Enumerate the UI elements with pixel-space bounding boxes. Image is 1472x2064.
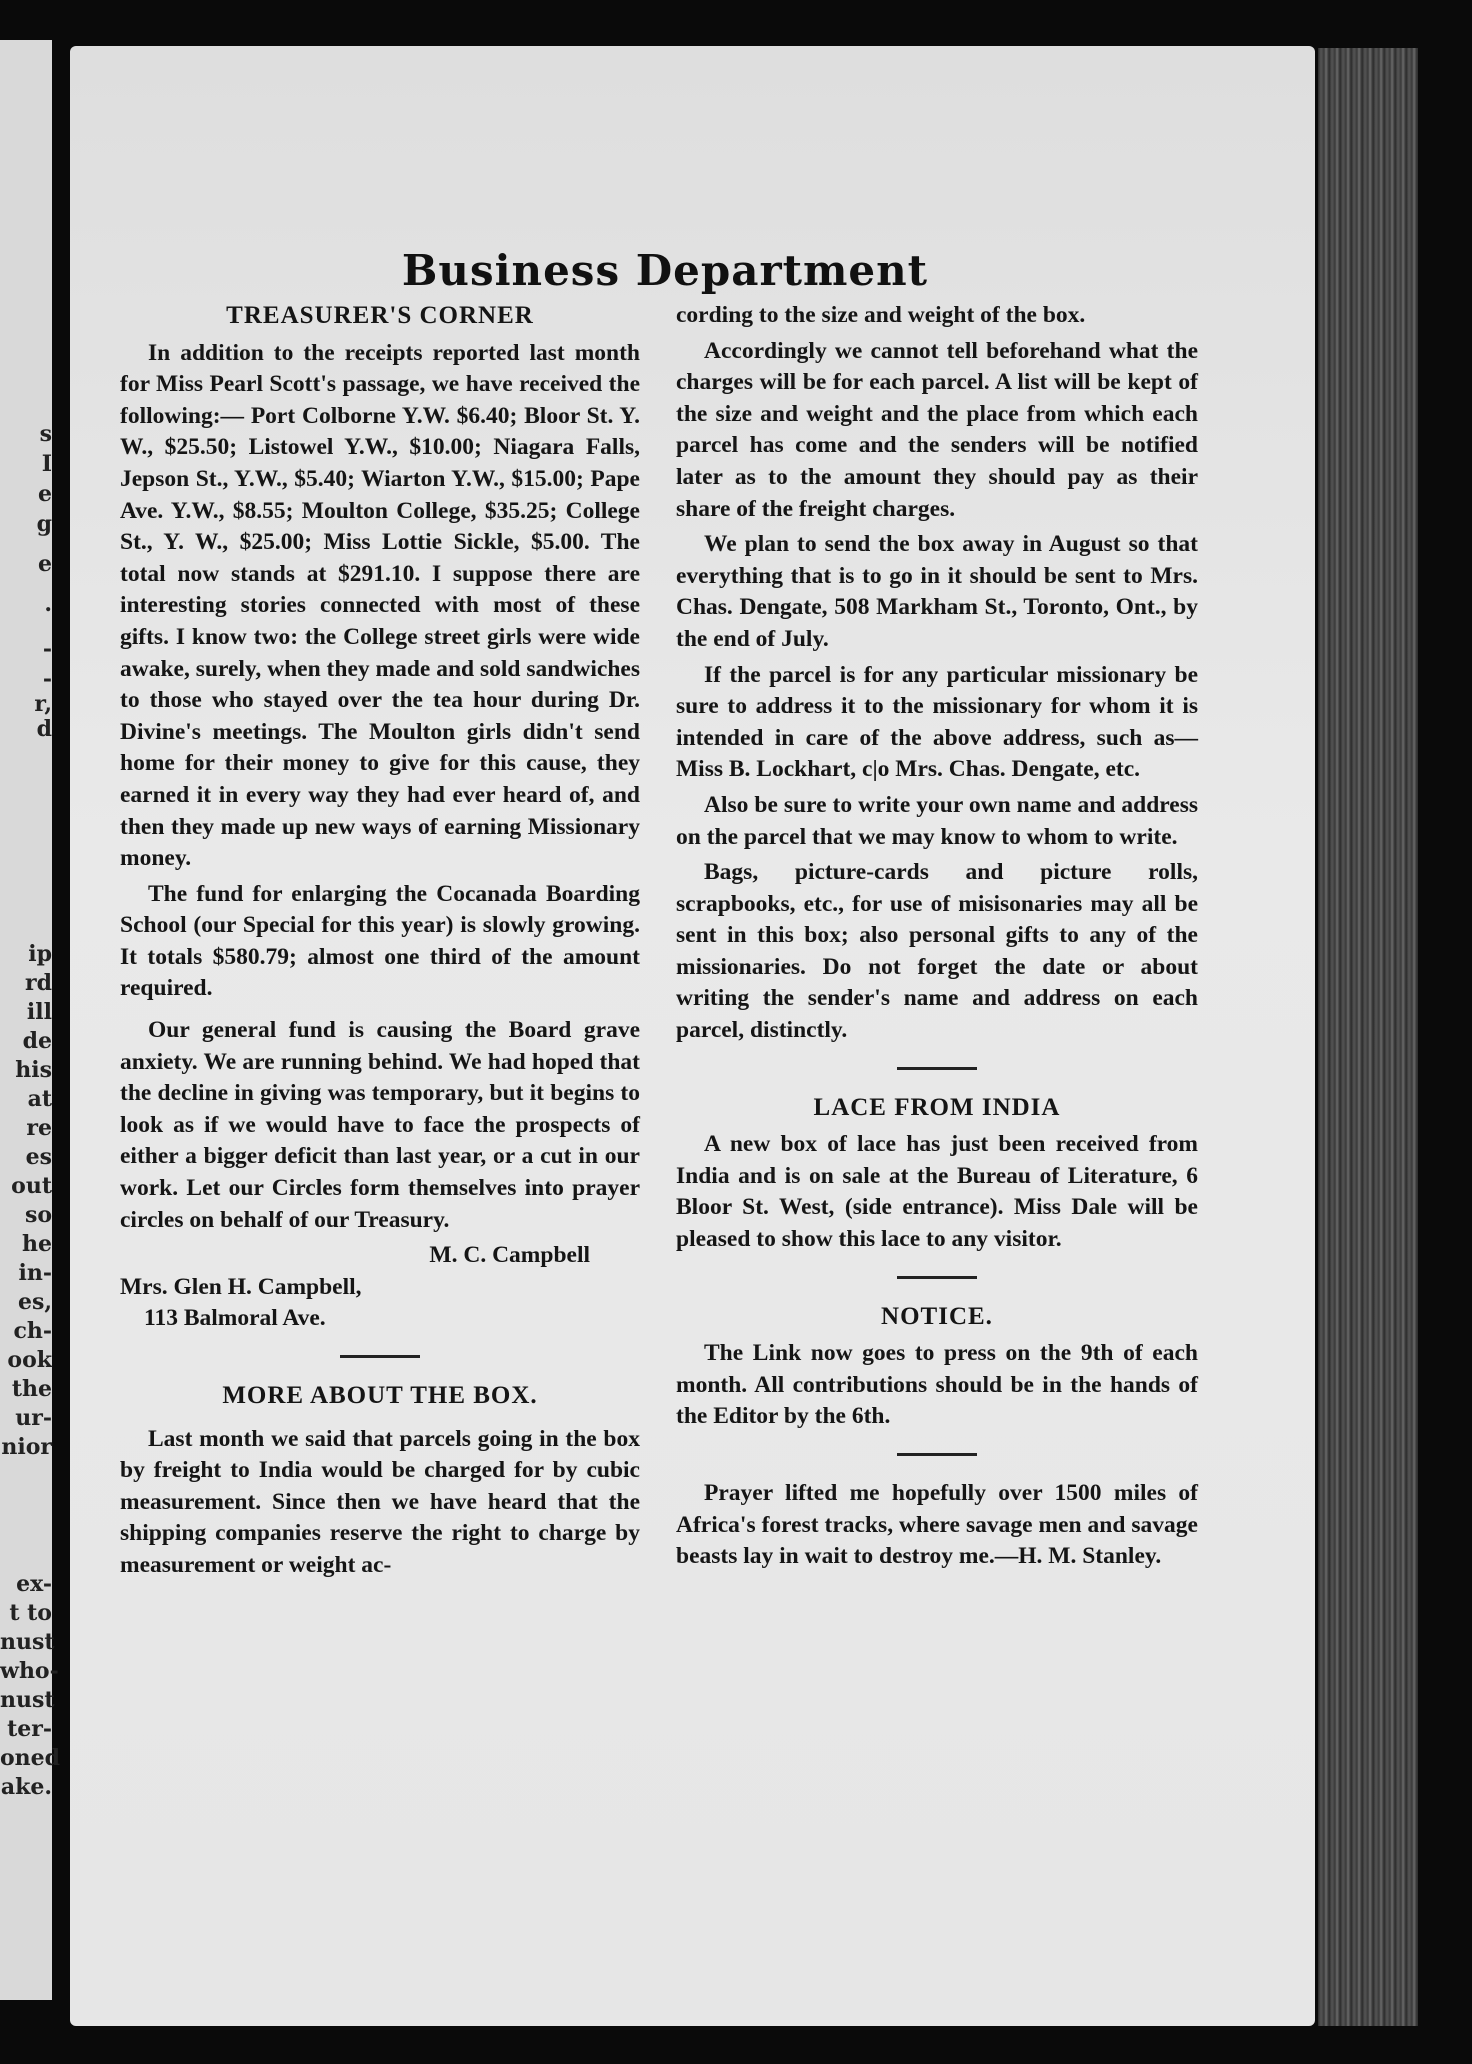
margin-fragment: - <box>42 636 52 662</box>
margin-fragment: at <box>27 1086 52 1112</box>
left-column <box>120 300 640 1586</box>
treasurer-paragraph: The fund for enlarging the Cocanada Boarding School (our Special for this year) is slowly growing. It totals $580.79; almost one third of the amount required. <box>120 880 640 1002</box>
page-stack-edge <box>1318 48 1418 2026</box>
margin-fragment: d <box>36 716 52 742</box>
margin-fragment: es <box>25 1144 52 1170</box>
margin-fragment: de <box>22 1028 52 1054</box>
box-paragraph: We plan to send the box away in August so that everything that is to go in it should be sent to Mrs. Chas. Dengate, 508 Markham St., Toronto, Ont., by the end of July. <box>676 531 1198 652</box>
margin-fragment: ch- <box>13 1318 52 1344</box>
margin-fragment: he <box>22 1231 52 1257</box>
margin-fragment: out <box>11 1173 52 1199</box>
margin-fragment: ex- <box>16 1571 52 1597</box>
lace-heading: LACE FROM INDIA <box>813 1093 1061 1121</box>
margin-fragment: e <box>38 481 52 507</box>
margin-fragment: who- <box>0 1658 59 1684</box>
department-title: Business Department <box>401 246 929 295</box>
address-line: 113 Balmoral Ave. <box>144 1305 326 1332</box>
right-column <box>676 300 1198 1577</box>
margin-fragment: in- <box>18 1260 52 1286</box>
notice-heading: NOTICE. <box>881 1302 993 1330</box>
section-divider <box>340 1355 420 1358</box>
margin-fragment: so <box>24 1202 52 1228</box>
margin-fragment: ip <box>28 941 52 967</box>
lace-paragraph: A new box of lace has just been received from India and is on sale at the Bureau of Literature, 6 Bloor St. West, (side entrance). Miss Dale will be pleased to show this lace to any visitor. <box>676 1131 1198 1253</box>
section-divider <box>897 1276 977 1279</box>
margin-fragment: - <box>42 666 52 692</box>
margin-fragment: nust <box>0 1629 55 1655</box>
margin-fragment: r, <box>34 691 52 717</box>
margin-fragment: oned <box>0 1745 61 1771</box>
facing-page-sliver <box>0 40 61 2000</box>
margin-fragment: t to <box>9 1600 52 1626</box>
treasurer-paragraph: In addition to the receipts reported last month for Miss Pearl Scott's passage, we have received the following:— Port Colborne Y.W. $6.40; Bloor St. Y. W., $25.50; Listowel Y.W., $10.00; Niagara Falls, Jepson St., Y.W., $5.40; Wiarton Y.W., $15.00; Pape Ave. Y.W., $8.55; Moulton College, $35.25; College St., Y. W., $25.00; Miss Lottie Sickle, $5.00. The total now stands at $291.10. I suppose there are interesting stories connected with most of these gifts. I know two: the College street girls were wide awake, surely, when they made and sold sandwiches to those who stayed over the tea hour during Dr. Divine's meetings. The Moulton girls didn't send home for their money to give for this cause, they earned it in every way they had ever heard of, and then they made up new ways of earning Missionary money. <box>120 339 640 872</box>
treasurers-corner-heading: TREASURER'S CORNER <box>226 302 534 329</box>
section-divider <box>897 1067 977 1070</box>
stanley-quote: Prayer lifted me hopefully over 1500 miles of Africa's forest tracks, where savage men and savage beasts lay in wait to destroy me.—H. M. Stanley. <box>676 1480 1198 1570</box>
margin-fragment: re <box>26 1115 52 1141</box>
box-paragraph: Bags, picture-cards and picture rolls, scrapbooks, etc., for use of misisonaries may all be sent in this box; also personal gifts to any of the missionaries. Do not forget the date or about writing the sender's name and address on each parcel, distinctly. <box>676 859 1198 1044</box>
margin-fragment: g <box>36 511 52 537</box>
signature: M. C. Campbell <box>429 1242 590 1269</box>
box-continued: cording to the size and weight of the box. <box>676 302 1086 328</box>
box-paragraph: Also be sure to write your own name and address on the parcel that we may know to whom to write. <box>676 791 1198 850</box>
margin-fragment: nust <box>0 1687 55 1713</box>
margin-fragment: nior <box>1 1434 52 1460</box>
margin-fragment: ter- <box>7 1716 52 1742</box>
margin-fragment: his <box>15 1057 52 1083</box>
box-paragraph: If the parcel is for any particular missionary be sure to address it to the missionary for whom it is intended in care of the above address, such as—Miss B. Lockhart, c|o Mrs. Chas. Dengate, etc. <box>676 661 1198 783</box>
box-paragraph: Accordingly we cannot tell beforehand what the charges will be for each parcel. A list will be kept of the size and weight and the place from which each parcel has come and the senders will be notified later as to the amount they should pay as their share of the freight charges. <box>676 337 1198 522</box>
margin-fragment: s <box>39 421 52 447</box>
treasurer-paragraph: Our general fund is causing the Board grave anxiety. We are running behind. We had hoped that the decline in giving was temporary, but it begins to look as if we would have to face the prospects of either a bigger deficit than last year, or a cut in our work. Let our Circles form themselves into prayer circles on behalf of our Treasury. <box>120 1017 640 1233</box>
margin-fragment: ill <box>26 999 52 1025</box>
margin-fragment: ur- <box>15 1405 52 1431</box>
margin-fragment: ook <box>7 1347 52 1373</box>
margin-fragment: . <box>44 591 52 617</box>
margin-fragment: I <box>41 451 52 477</box>
margin-fragment: e <box>38 551 52 577</box>
notice-paragraph: The Link now goes to press on the 9th of each month. All contributions should be in the hands of the Editor by the 6th. <box>676 1340 1198 1430</box>
section-divider <box>897 1453 977 1456</box>
box-paragraph: Last month we said that parcels going in the box by freight to India would be charged for by cubic measurement. Since then we have heard that the shipping companies reserve the right to charge by measurement or weight ac- <box>120 1425 640 1578</box>
address-line: Mrs. Glen H. Campbell, <box>120 1273 362 1300</box>
margin-fragment: rd <box>25 970 52 996</box>
margin-fragment: the <box>11 1376 52 1402</box>
margin-fragment: ake. <box>0 1774 52 1800</box>
more-about-box-heading: MORE ABOUT THE BOX. <box>222 1382 538 1409</box>
margin-fragment: es, <box>17 1289 52 1315</box>
